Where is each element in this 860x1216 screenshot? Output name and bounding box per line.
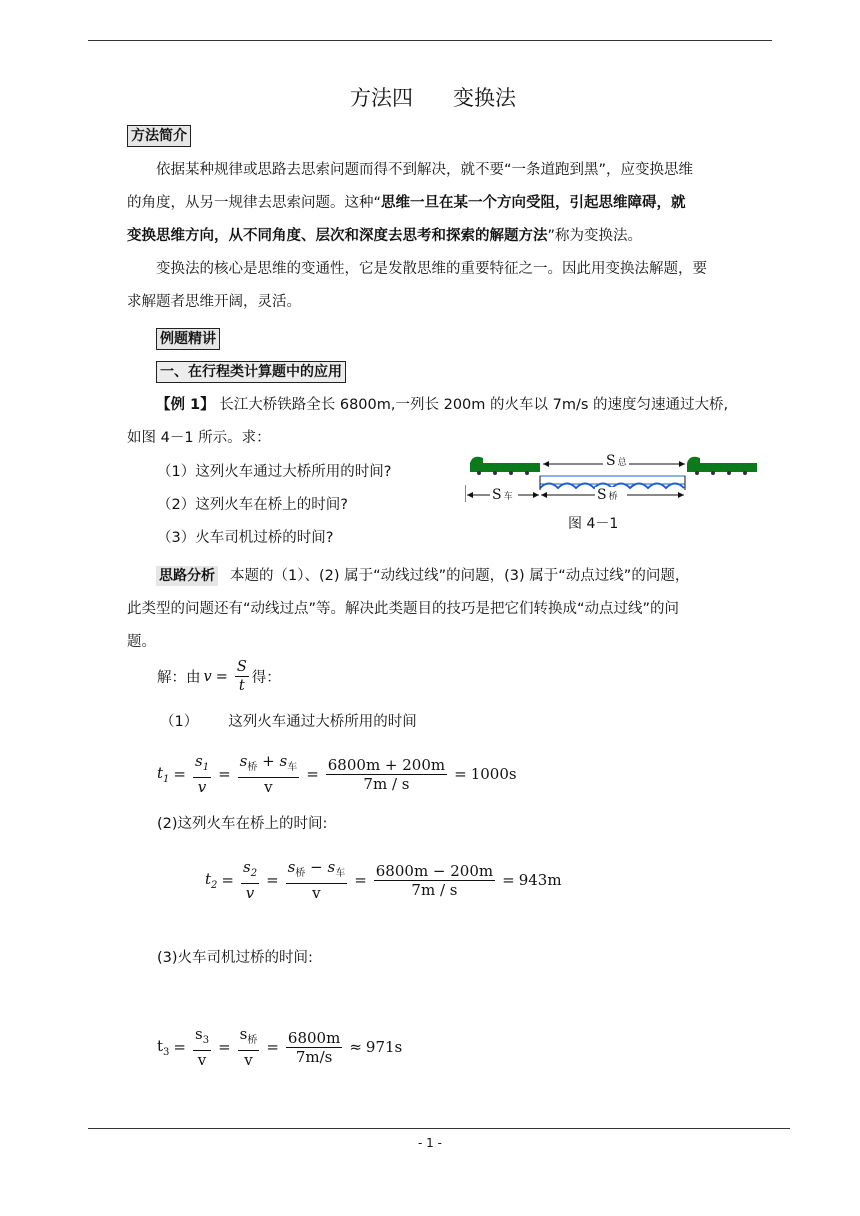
- figure-4-1: [465, 450, 765, 540]
- section-1-heading: [156, 361, 346, 383]
- eq1-result: 1000s: [470, 765, 517, 783]
- analysis-line-3: 题。: [127, 634, 156, 650]
- eq1-plus: +: [262, 752, 275, 770]
- intro-line-1: 依据某种规律或思路去思索问题而得不到解决，就不要“一条道跑到黑”，应变换思维: [156, 162, 694, 178]
- solution-3-heading: (3)火车司机过桥的时间:: [157, 950, 313, 966]
- eq2-sign-1: =: [221, 871, 234, 889]
- s-total-label: [606, 453, 627, 469]
- eq1-v: v: [197, 778, 207, 796]
- solution-1-label: （1）: [160, 714, 199, 730]
- eq3-sign-3: =: [266, 1038, 279, 1056]
- examples-heading: [156, 328, 220, 350]
- eq1-sc: s: [279, 752, 288, 770]
- eq2-minus: −: [310, 858, 323, 876]
- s-total-sub: 总: [617, 458, 627, 468]
- intro-line-2: [127, 187, 727, 220]
- eq1-den: 7m / s: [363, 774, 410, 793]
- eq3-t-sub: 3: [163, 1046, 170, 1058]
- eq3-s-sub: 3: [202, 1035, 210, 1046]
- intro-line-2-a: 的角度，从另一规律去思索问题。这种“: [127, 195, 382, 211]
- var-v: v: [203, 668, 212, 685]
- example-1: [127, 389, 737, 455]
- eq-sign: =: [215, 668, 228, 685]
- eq1-sq-sub: 桥: [247, 762, 258, 773]
- analysis-text-1: 本题的（1）、(2) 属于“动线过线”的问题，(3) 属于“动点过线”的问题，: [230, 568, 690, 584]
- intro-paragraph: [127, 154, 727, 319]
- s-bridge-sub: 桥: [608, 492, 618, 502]
- example-1-label: 【例 1】: [156, 397, 215, 413]
- eq2-v-den: v: [312, 884, 321, 902]
- eq2-frac-s2-v: [241, 858, 259, 902]
- eq2-sign-4: =: [502, 871, 515, 889]
- eq2-s-sub: 2: [250, 868, 258, 879]
- eq3-t: t: [157, 1036, 164, 1055]
- eq2-frac-values: [374, 862, 495, 899]
- title-method-name: 变换法: [453, 86, 516, 110]
- question-1: （1）这列火车通过大桥所用的时间?: [157, 464, 392, 480]
- example-1-text: 长江大桥铁路全长 6800m,一列长 200m 的火车以 7m/s 的速度匀速通过大桥,: [219, 397, 729, 413]
- eq2-sc-sub: 车: [335, 868, 346, 879]
- eq2-num: 6800m − 200m: [375, 861, 494, 880]
- eq2-sq-sub: 桥: [295, 868, 306, 879]
- equation-1: [157, 752, 517, 796]
- example-1-line-2: 如图 4－1 所示。求：: [127, 430, 271, 446]
- eq2-s: s: [242, 858, 251, 876]
- s-bridge-label: [597, 487, 618, 503]
- eq2-sc: s: [327, 858, 336, 876]
- intro-line-4: 变换法的核心是思维的变通性，它是发散思维的重要特征之一。因此用变换法解题，要: [156, 261, 707, 277]
- right-train-icon: [687, 457, 757, 475]
- eq2-result: 943m: [518, 871, 562, 889]
- s-car-label: [492, 487, 513, 503]
- eq3-sign-1: =: [173, 1038, 186, 1056]
- eq3-den: 7m/s: [295, 1047, 333, 1066]
- eq2-t-sub: 2: [211, 879, 218, 891]
- frac-den: t: [238, 678, 245, 694]
- eq2-lhs: [205, 870, 217, 891]
- questions-list: [157, 456, 457, 555]
- eq1-sign-1: =: [173, 765, 186, 783]
- examples-heading-label: 例题精讲: [156, 328, 220, 350]
- eq1-sc-sub: 车: [287, 762, 298, 773]
- eq1-t-sub: 1: [163, 773, 170, 785]
- question-3: （3）火车司机过桥的时间?: [157, 530, 334, 546]
- eq3-sign-2: =: [218, 1038, 231, 1056]
- eq1-s-sub: 1: [202, 762, 210, 773]
- eq3-frac-values: [286, 1029, 342, 1066]
- eq1-t: t: [157, 763, 164, 782]
- solve-prefix: 解：由: [157, 670, 201, 686]
- equation-3: [157, 1025, 402, 1069]
- eq3-v: v: [197, 1051, 207, 1069]
- eq3-s: s: [194, 1025, 203, 1043]
- solve-suffix: 得：: [251, 670, 281, 686]
- eq1-s: s: [194, 752, 203, 770]
- eq3-frac-s3-v: [193, 1025, 211, 1069]
- intro-line-2-b: 思维一旦在某一个方向受阻，引起思维障碍，就: [381, 195, 686, 211]
- fraction-s-over-t: [235, 658, 249, 695]
- title-method-number: 方法四: [350, 86, 413, 110]
- frac-num: S: [236, 659, 247, 675]
- solution-1-text: 这列火车通过大桥所用的时间: [228, 714, 417, 730]
- intro-line-3-c: ”称为变换法。: [547, 228, 643, 244]
- eq2-frac-diff: [286, 858, 348, 902]
- analysis-line-2: 此类型的问题还有“动线过点”等。解决此类题目的技巧是把它们转换成“动点过线”的问: [127, 601, 680, 617]
- analysis-paragraph: [127, 560, 737, 659]
- header-rule: [88, 40, 772, 41]
- eq3-sq-sub: 桥: [247, 1035, 258, 1046]
- eq3-frac-sq-v: [238, 1025, 260, 1069]
- question-2: （2）这列火车在桥上的时间?: [157, 497, 348, 513]
- eq3-approx: ≈: [349, 1038, 362, 1056]
- figure-caption: 图 4－1: [568, 516, 619, 532]
- eq2-v: v: [245, 884, 255, 902]
- s-car-letter: S: [492, 487, 502, 503]
- eq2-sign-3: =: [354, 871, 367, 889]
- eq3-num: 6800m: [287, 1028, 341, 1047]
- page-title: [350, 82, 516, 112]
- eq1-v-den: v: [264, 778, 273, 796]
- intro-line-3-b: 变换思维方向，从不同角度、层次和深度去思考和探索的解题方法: [127, 228, 548, 244]
- eq1-sign-2: =: [218, 765, 231, 783]
- eq2-den: 7m / s: [411, 880, 458, 899]
- eq3-v-den: v: [244, 1051, 253, 1069]
- eq1-frac-values: [326, 756, 447, 793]
- intro-line-3: [127, 220, 727, 253]
- solution-1-heading: [160, 710, 417, 731]
- intro-heading-label: 方法简介: [127, 125, 191, 147]
- eq1-frac-s1-v: [193, 752, 211, 796]
- section-1-label: 一、在行程类计算题中的应用: [156, 361, 346, 383]
- eq1-frac-sum: [238, 752, 300, 796]
- solve-line: [157, 658, 281, 695]
- eq1-sign-4: =: [454, 765, 467, 783]
- left-train-icon: [470, 457, 540, 475]
- eq2-t: t: [205, 869, 212, 888]
- analysis-line-1: [127, 560, 737, 593]
- s-car-sub: 车: [503, 492, 513, 502]
- equation-2: [205, 858, 562, 902]
- eq3-sq: s: [239, 1025, 248, 1043]
- example-1-line-1: [127, 389, 737, 422]
- eq3-lhs: [157, 1037, 169, 1058]
- eq1-sq: s: [239, 752, 248, 770]
- eq2-sq: s: [287, 858, 296, 876]
- analysis-label: 思路分析: [156, 566, 218, 586]
- eq2-sign-2: =: [266, 871, 279, 889]
- footer-rule: [88, 1128, 790, 1129]
- eq1-sign-3: =: [306, 765, 319, 783]
- s-total-letter: S: [606, 453, 616, 469]
- eq1-num: 6800m + 200m: [327, 755, 446, 774]
- solution-2-heading: (2)这列火车在桥上的时间:: [157, 816, 328, 832]
- intro-heading: [127, 125, 191, 147]
- eq1-lhs: [157, 764, 169, 785]
- page-number: - 1 -: [418, 1136, 442, 1150]
- eq3-result: 971s: [365, 1038, 403, 1056]
- intro-line-5: 求解题者思维开阔，灵活。: [127, 294, 301, 310]
- s-bridge-letter: S: [597, 487, 607, 503]
